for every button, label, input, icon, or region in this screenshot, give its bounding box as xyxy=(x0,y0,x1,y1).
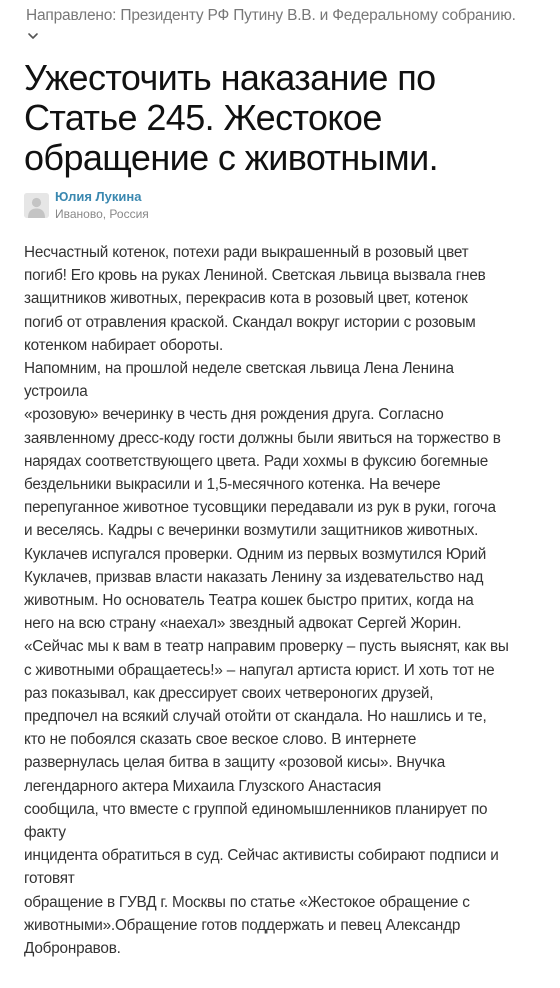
user-silhouette-icon xyxy=(24,193,49,218)
body-line: сообщила, что вместе с группой единомышленников планирует по xyxy=(24,800,488,818)
body-line: животными».Обращение готов поддержать и певец Александр xyxy=(24,916,461,934)
body-line: инцидента обратиться в суд. Сейчас активисты собирают подписи и xyxy=(24,847,499,865)
body-line: перепуганное животное тусовщики передавали из рук в руки, гогоча xyxy=(24,499,496,517)
body-line: с животными обращаетесь!» – напугал артиста юрист. И хоть тот не xyxy=(24,661,495,679)
body-line: предпочел на всякий случай отойти от скандала. Но нашлись и те, xyxy=(24,708,487,726)
body-line: обращение в ГУВД г. Москвы по статье «Жестокое обращение с xyxy=(24,893,470,911)
addressed-to-text: Направлено: Президенту РФ Путину В.В. и Федеральному собранию. xyxy=(26,7,516,24)
body-line: животным. Но основатель Театра кошек быстро притих, когда на xyxy=(24,592,474,610)
body-line: погиб! Его кровь на руках Лениной. Светская львица вызвала гнев xyxy=(24,267,486,285)
body-line: Несчастный котенок, потехи ради выкрашенный в розовый цвет xyxy=(24,244,469,261)
author-avatar[interactable] xyxy=(24,193,49,218)
petition-body xyxy=(24,241,540,960)
petition-title: Ужесточить наказание по Статье 245. Жестокое обращение с животными. xyxy=(24,57,438,178)
body-line: Напомним, на прошлой неделе светская львица Лена Ленина xyxy=(24,360,454,378)
body-line: развернулась целая битва в защиту «розовой кисы». Внучка xyxy=(24,754,446,772)
body-line: Добронравов. xyxy=(24,940,121,958)
body-line: Куклачев, призвав власти наказать Ленину за издевательство над xyxy=(24,568,484,586)
body-line: «розовую» вечеринку в честь дня рождения друга. Согласно xyxy=(24,406,444,424)
body-line: готовят xyxy=(24,870,75,888)
body-line: легендарного актера Михаила Глузского Анастасия xyxy=(24,777,382,795)
body-line: кто не побоялся сказать свое веское слово. В интернете xyxy=(24,731,417,749)
body-line: котенком набирает обороты. xyxy=(24,336,223,354)
body-line: бездельники выкрасили и 1,5-месячного котенка. На вечере xyxy=(24,476,441,494)
body-line: раз показывал, как дрессирует своих четвероногих друзей, xyxy=(24,684,434,702)
body-line: устроила xyxy=(24,383,88,401)
body-line: факту xyxy=(24,824,66,842)
author-location: Иваново, Россия xyxy=(55,207,149,221)
body-line: «Сейчас мы к вам в театр направим проверку – пусть выяснят, как вы xyxy=(24,638,509,656)
body-line: него на всю страну «наехал» звездный адвокат Сергей Жорин. xyxy=(24,615,462,633)
body-line: заявленному дресс-коду гости должны были явиться на торжество в xyxy=(24,429,501,447)
body-line: погиб от отравления краской. Скандал вокруг истории с розовым xyxy=(24,313,476,331)
author-name-link[interactable]: Юлия Лукина xyxy=(55,189,142,204)
body-line: и веселясь. Кадры с вечеринки возмутили защитников животных. xyxy=(24,522,479,540)
body-line: защитников животных, перекрасив кота в розовый цвет, котенок xyxy=(24,290,468,308)
body-line: Куклачев испугался проверки. Одним из первых возмутился Юрий xyxy=(24,545,487,563)
expand-recipients-toggle[interactable] xyxy=(26,29,40,43)
chevron-down-icon xyxy=(26,29,40,43)
body-line: нарядах соответствующего цвета. Ради хохмы в фуксию богемные xyxy=(24,452,489,470)
